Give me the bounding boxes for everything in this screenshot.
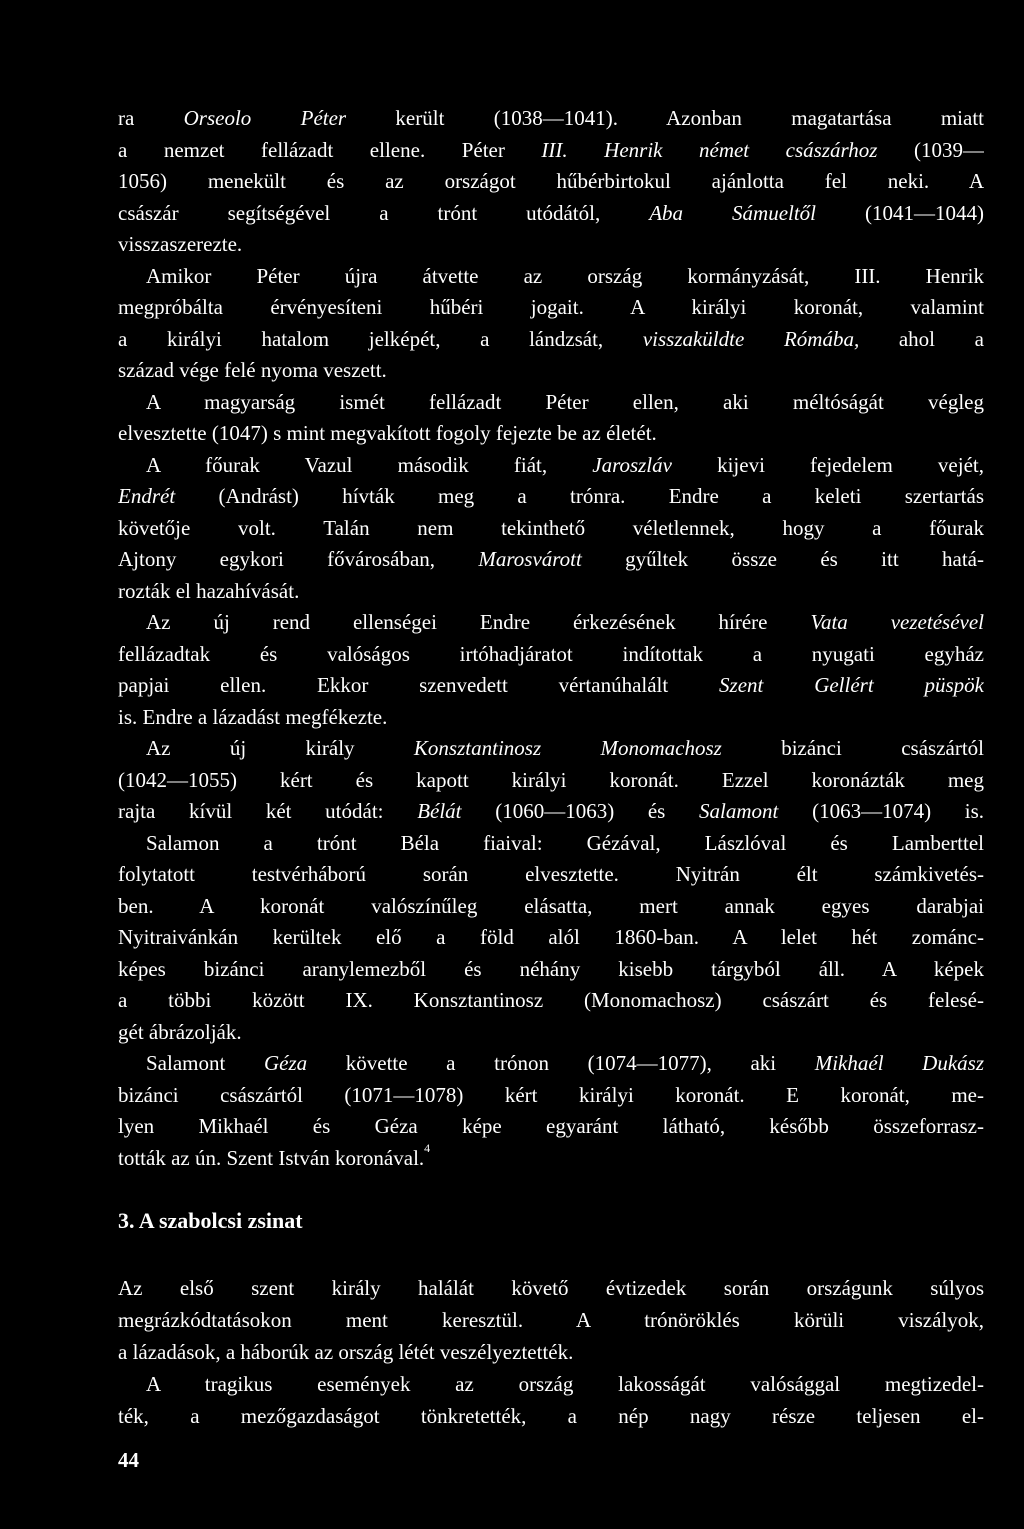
text-line	[118, 1400, 984, 1432]
text-run: Az új rend ellenségei Endre érkezésének hírére	[146, 610, 811, 634]
italic-text: Orseolo Péter	[183, 106, 347, 130]
text-run: ben. A koronát valószínűleg elásatta, mert annak egyes darabjai	[118, 893, 984, 918]
italic-text: Szent Gellért püspök	[719, 673, 984, 697]
text-line	[118, 418, 984, 450]
italic-text: Konsztantinosz Monomachosz	[413, 736, 722, 760]
text-line	[118, 1272, 984, 1304]
text-line	[118, 198, 984, 230]
italic-text: Vata vezetésével	[810, 610, 984, 634]
text-line	[118, 1304, 984, 1336]
text-run: ték, a mezőgazdaságot tönkretették, a nép nagy része teljesen el-	[118, 1404, 984, 1428]
text-run: (1063—1074) is.	[778, 799, 984, 823]
text-line	[118, 1336, 984, 1368]
text-line	[118, 670, 984, 702]
text-run: lyen Mikhaél és Géza képe egyaránt látható, később összeforrasz-	[118, 1114, 984, 1138]
text-run: A magyarság ismét fellázadt Péter ellen, aki méltóságát végleg	[146, 389, 984, 414]
text-run: bizánci császártól	[721, 736, 984, 760]
text-line	[118, 324, 984, 356]
text-run: került (1038—1041). Azonban magatartása miatt	[346, 106, 984, 130]
italic-text: Aba Sámueltől	[649, 200, 817, 225]
text-run: Nyitraivánkán kerültek elő a föld alól 1860-ban. A lelet hét zománc-	[118, 925, 984, 949]
text-run: rajta kívül két utódát:	[118, 799, 418, 823]
text-run: követője volt. Talán nem tekinthető véletlennek, hogy a főurak	[118, 515, 984, 540]
text-run: gét ábrázolják.	[118, 1019, 242, 1044]
footnote-ref: 4	[424, 1142, 431, 1155]
text-run: tották az ún. Szent István koronával.	[118, 1145, 425, 1170]
italic-text: Géza	[263, 1051, 308, 1075]
text-line	[118, 450, 984, 482]
text-line	[118, 891, 984, 923]
text-run: megrázkódtatásokon ment keresztül. A trónöröklés körüli viszályok,	[118, 1308, 984, 1332]
text-run: A főurak Vazul második fiát,	[146, 452, 593, 477]
italic-text: Endrét	[118, 484, 176, 508]
text-line	[118, 387, 984, 419]
text-line	[118, 765, 984, 797]
text-run: Az első szent király halálát követő évtizedek során országunk súlyos	[118, 1276, 984, 1300]
body-text	[118, 103, 984, 1174]
text-run: Ajtony egykori fővárosában,	[118, 547, 479, 571]
text-line	[118, 544, 984, 576]
text-line	[118, 733, 984, 765]
text-line	[118, 261, 984, 293]
text-run: (Andrást) hívták meg a trónra. Endre a keleti szertartás	[175, 484, 984, 508]
text-run: ahol a	[859, 326, 984, 351]
text-line	[118, 103, 984, 135]
text-run: (1060—1063) és	[461, 799, 700, 823]
text-run: megpróbálta érvényesíteni hűbéri jogait. A királyi koronát, valamint	[118, 295, 984, 319]
text-run: császár segítségével a trónt utódától,	[118, 200, 650, 225]
text-run: gyűltek össze és itt hatá-	[581, 547, 984, 571]
text-line	[118, 292, 984, 324]
page-number: 44	[118, 1448, 139, 1472]
text-line	[118, 1111, 984, 1143]
text-run: a királyi hatalom jelképét, a lándzsát,	[118, 326, 643, 351]
text-run: ra	[118, 106, 184, 130]
text-line	[118, 985, 984, 1017]
text-line	[118, 639, 984, 671]
italic-text: III. Henrik német császárhoz	[541, 137, 878, 162]
text-run: Amikor Péter újra átvette az ország kormányzását, III. Henrik	[146, 263, 984, 288]
text-line	[118, 1080, 984, 1112]
text-run: rozták el hazahívását.	[118, 578, 300, 603]
text-line	[118, 481, 984, 513]
text-run: követte a trónon (1074—1077), aki	[307, 1051, 815, 1075]
italic-text: Salamont	[699, 799, 779, 823]
text-run: A tragikus események az ország lakosságát valósággal megtizedel-	[146, 1372, 984, 1396]
section-text	[118, 1272, 984, 1432]
text-run: képes bizánci aranylemezből és néhány kisebb tárgyból áll. A képek	[118, 956, 984, 981]
text-run: folytatott testvérháború során elvesztette. Nyitrán élt számkivetés-	[118, 862, 984, 886]
text-run: a nemzet fellázadt ellene. Péter	[118, 137, 542, 162]
text-line	[118, 166, 984, 198]
italic-text: visszaküldte Rómába,	[642, 326, 860, 351]
text-line	[118, 702, 984, 734]
text-run: (1039—	[877, 137, 984, 162]
text-run: bizánci császártól (1071—1078) kért királyi koronát. E koronát, me-	[118, 1082, 984, 1107]
text-run: a többi között IX. Konsztantinosz (Monomachosz) császárt és felesé-	[118, 988, 984, 1012]
italic-text: Marosvárott	[478, 547, 582, 571]
text-run: Salamon a trónt Béla fiaival: Gézával, Lászlóval és Lamberttel	[146, 830, 984, 855]
text-line	[118, 1143, 984, 1175]
text-line	[118, 355, 984, 387]
text-run: a lázadások, a háborúk az ország létét veszélyeztették.	[118, 1340, 574, 1364]
text-line	[118, 796, 984, 828]
italic-text: Mikhaél Dukász	[814, 1051, 984, 1075]
text-run: kijevi fejedelem vejét,	[671, 452, 984, 477]
text-line	[118, 859, 984, 891]
text-run: (1041—1044)	[816, 200, 984, 225]
text-line	[118, 607, 984, 639]
text-line	[118, 576, 984, 608]
text-run: 1056) menekült és az országot hűbérbirtokul ajánlotta fel neki. A	[118, 169, 984, 193]
text-line	[118, 135, 984, 167]
section-heading: 3. A szabolcsi zsinat	[118, 1208, 303, 1233]
text-run: papjai ellen. Ekkor szenvedett vértanúhalált	[118, 673, 720, 697]
text-run: fellázadtak és valóságos irtóhadjáratot indítottak a nyugati egyház	[118, 641, 984, 666]
italic-text: Jaroszláv	[592, 452, 672, 477]
italic-text: Bélát	[417, 799, 462, 823]
text-line	[118, 229, 984, 261]
text-run: Az új király	[146, 736, 414, 760]
text-run: visszaszerezte.	[118, 232, 243, 256]
text-line	[118, 954, 984, 986]
text-run: század vége felé nyoma veszett.	[118, 358, 387, 382]
text-line	[118, 513, 984, 545]
text-run: (1042—1055) kért és kapott királyi koronát. Ezzel koronázták meg	[118, 767, 984, 792]
text-run: is. Endre a lázadást megfékezte.	[118, 704, 388, 729]
text-line	[118, 922, 984, 954]
text-run: Salamont	[146, 1051, 264, 1075]
text-line	[118, 1048, 984, 1080]
text-line	[118, 1017, 984, 1049]
text-line	[118, 828, 984, 860]
text-run: elvesztette (1047) s mint megvakított fogoly fejezte be az életét.	[118, 421, 657, 445]
text-line	[118, 1368, 984, 1400]
